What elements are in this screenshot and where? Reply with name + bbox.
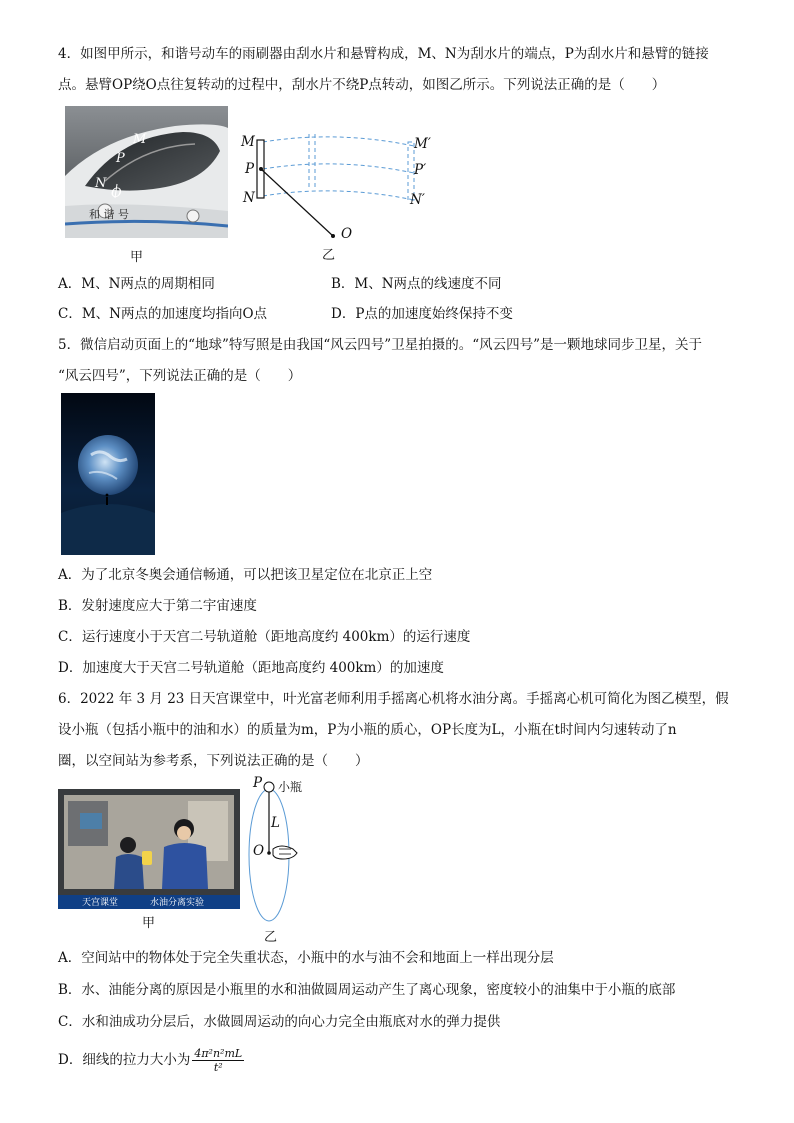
q4-stem-line1: 4．如图甲所示，和谐号动车的雨刷器由刮水片和悬臂构成，M、N为刮水片的端点，P为刮水片和悬臂的链接 [58, 46, 709, 62]
diagram-label-p-prime: P′ [414, 162, 427, 178]
q6-stem-line3: 圈，以空间站为参考系，下列说法正确的是（ ） [58, 753, 369, 769]
photo-label-o: O [111, 186, 122, 201]
q5-stem-line1: 5．微信启动页面上的“地球”特写照是由我国“风云四号”卫星拍摄的。“风云四号”是一颗地球同步卫星，关于 [58, 337, 702, 353]
diagram-label-n: N [243, 190, 255, 206]
photo-label-m: M [133, 132, 147, 147]
q5-earth-photo [61, 393, 155, 555]
q4-wiper-diagram [237, 128, 437, 253]
photo-label-p: P [116, 151, 125, 166]
train-logo-text: 和 谐 号 [89, 208, 129, 221]
q6-centrifuge-diagram [245, 775, 325, 925]
q4-option-c: C．M、N两点的加速度均指向O点 [58, 306, 268, 322]
diagram-label-m: M [241, 134, 255, 150]
banner-right: 水油分离实验 [150, 898, 205, 908]
q5-option-d: D．加速度大于天宫二号轨道舱（距地高度约 400km）的加速度 [58, 660, 444, 676]
diagram-label-n-prime: N′ [410, 192, 425, 208]
q4-option-d: D．P点的加速度始终保持不变 [331, 306, 513, 322]
q6-caption-jia: 甲 [142, 916, 156, 931]
banner-left: 天宫课堂 [82, 898, 119, 908]
photo-label-n: N [95, 176, 107, 191]
q6-stem-line1: 6．2022 年 3 月 23 日天宫课堂中，叶光富老师利用手摇离心机将水油分离。手摇离心机可简化为图乙模型，假 [58, 691, 729, 707]
q6-option-a: A．空间站中的物体处于完全失重状态，小瓶中的水与油不会和地面上一样出现分层 [58, 950, 554, 966]
q6-option-c: C．水和油成功分层后，水做圆周运动的向心力完全由瓶底对水的弹力提供 [58, 1014, 501, 1030]
fraction-denominator: t² [213, 1061, 223, 1074]
q6-option-b: B．水、油能分离的原因是小瓶里的水和油做圆周运动产生了离心现象，密度较小的油集中于小瓶的底部 [58, 982, 676, 998]
q6-caption-yi: 乙 [264, 930, 278, 945]
q5-option-b: B．发射速度应大于第二宇宙速度 [58, 598, 257, 614]
diagram-label-p: P [253, 775, 263, 791]
q6-option-d-prefix: D．细线的拉力大小为 [58, 1052, 191, 1068]
diagram-label-p: P [245, 161, 255, 177]
diagram-label-o: O [341, 226, 353, 242]
diagram-label-bottle: 小瓶 [278, 780, 303, 794]
diagram-label-m-prime: M′ [414, 136, 431, 152]
q4-option-a: A．M、N两点的周期相同 [58, 276, 215, 292]
q4-caption-jia: 甲 [130, 250, 144, 265]
q5-option-c: C．运行速度小于天宫二号轨道舱（距地高度约 400km）的运行速度 [58, 629, 471, 645]
fraction-numerator: 4π²n²mL [194, 1047, 243, 1060]
diagram-label-o: O [253, 843, 265, 859]
q4-option-b: B．M、N两点的线速度不同 [331, 276, 502, 292]
q6-classroom-photo [58, 789, 240, 909]
q5-option-a: A．为了北京冬奥会通信畅通，可以把该卫星定位在北京正上空 [58, 567, 433, 583]
q6-option-d-fraction [192, 1047, 244, 1074]
q6-option-d [58, 1045, 244, 1075]
diagram-label-l: L [271, 815, 280, 831]
q4-train-photo [65, 106, 228, 238]
q6-stem-line2: 设小瓶（包括小瓶中的油和水）的质量为m，P为小瓶的质心，OP长度为L，小瓶在t时间内匀速转动了n [58, 722, 677, 738]
q4-stem-line2: 点。悬臂OP绕O点往复转动的过程中，刮水片不绕P点转动，如图乙所示。下列说法正确的是（ ） [58, 77, 666, 93]
q4-caption-yi: 乙 [322, 248, 336, 263]
q5-stem-line2: “风云四号”，下列说法正确的是（ ） [58, 368, 302, 384]
